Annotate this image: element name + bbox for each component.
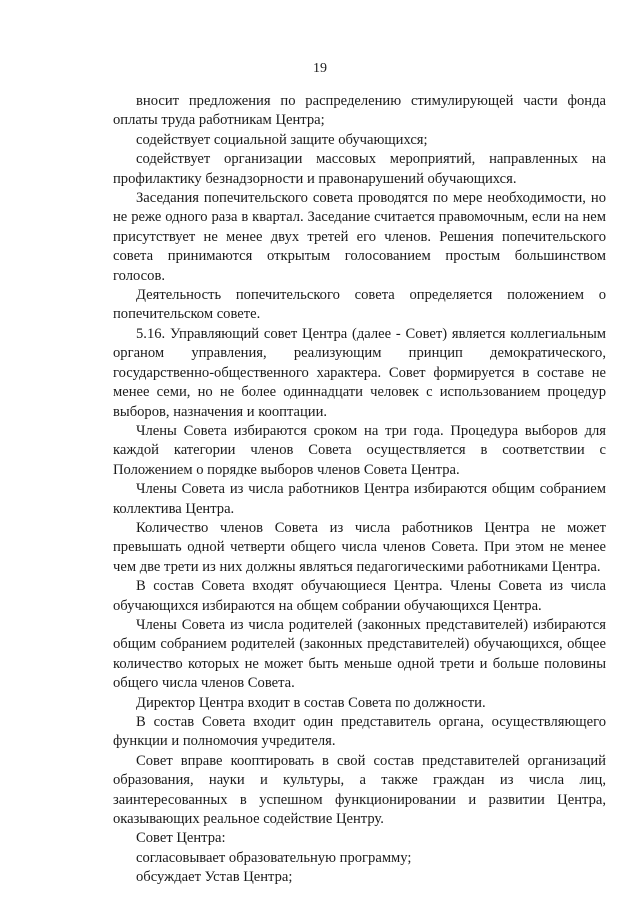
page-number: 19	[313, 61, 327, 76]
paragraph-4: Заседания попечительского совета проводятся по мере необходимости, но не реже одного раза в квартал. Заседание считается правомочным, если на нем присутствует не менее двух третей его членов. Решения попечительского совета принимаются открытым голосованием простым большинством голосов.	[113, 190, 606, 284]
paragraph-11: Члены Совета из числа родителей (законных представителей) избираются общим собранием родителей (законных представителей) обучающихся, общее количество которых не может быть меньше одной трети и больше половины общего числа членов Совета.	[113, 616, 606, 692]
paragraph-16: согласовывает образовательную программу;	[136, 849, 412, 866]
paragraph-5: Деятельность попечительского совета определяется положением о попечительском совете.	[113, 287, 606, 323]
paragraph-2: содействует социальной защите обучающихся;	[136, 131, 428, 148]
paragraph-12: Директор Центра входит в состав Совета по должности.	[136, 694, 486, 711]
paragraph-3: содействует организации массовых мероприятий, направленных на профилактику безнадзорности и правонарушений обучающихся.	[113, 151, 606, 187]
paragraph-9: Количество членов Совета из числа работников Центра не может превышать одной четверти общего числа членов Совета. При этом не менее чем две трети из них должны являться педагогическими работниками Центра.	[113, 519, 606, 575]
paragraph-13: В состав Совета входит один представитель органа, осуществляющего функции и полномочия учредителя.	[113, 714, 606, 750]
paragraph-1: вносит предложения по распределению стимулирующей части фонда оплаты труда работникам Центра;	[113, 93, 606, 129]
document-body	[113, 92, 606, 888]
paragraph-17: обсуждает Устав Центра;	[136, 869, 293, 886]
paragraph-14: Совет вправе кооптировать в свой состав представителей организаций образования, науки и культуры, а также граждан из числа лиц, заинтересованных в успешном функционировании и развитии Центра, оказывающих реальное содействие Центру.	[113, 752, 606, 828]
paragraph-6: 5.16. Управляющий совет Центра (далее - Совет) является коллегиальным органом управления, реализующим принцип демократического, государственно-общественного характера. Совет формируется в составе не менее семи, но не более одиннадцати человек с использованием процедур выборов, назначения и кооптации.	[113, 325, 606, 420]
paragraph-7: Члены Совета избираются сроком на три года. Процедура выборов для каждой категории членов Совета осуществляется в соответствии с Положением о порядке выборов членов Совета Центра.	[113, 422, 606, 478]
paragraph-15: Совет Центра:	[136, 830, 226, 847]
paragraph-8: Члены Совета из числа работников Центра избираются общим собранием коллектива Центра.	[113, 481, 606, 517]
paragraph-10: В состав Совета входят обучающиеся Центра. Члены Совета из числа обучающихся избираются на общем собрании обучающихся Центра.	[113, 578, 606, 614]
